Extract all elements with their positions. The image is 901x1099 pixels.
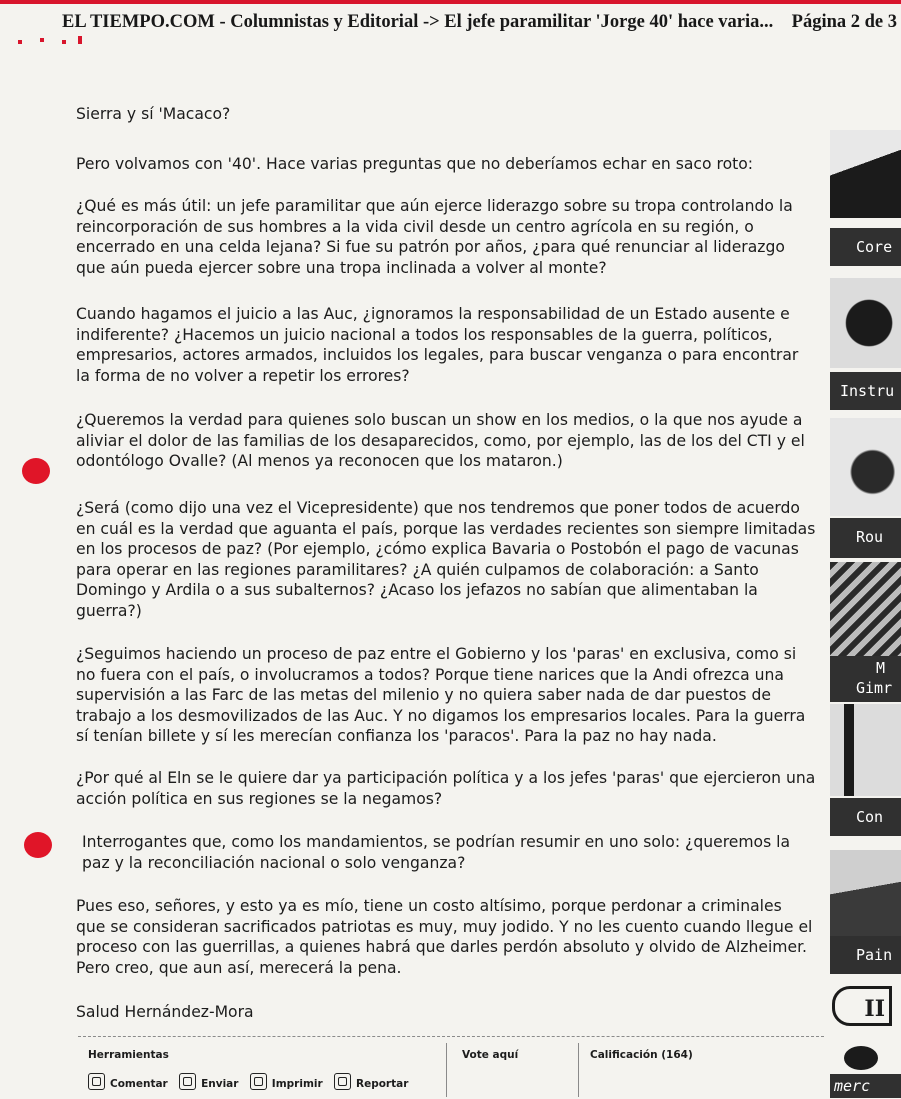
print-label: Imprimir <box>271 1078 323 1090</box>
ad-label[interactable]: Pain <box>830 936 901 974</box>
red-marker-dot <box>22 458 50 484</box>
report-icon <box>334 1073 351 1090</box>
print-button[interactable] <box>250 1073 323 1090</box>
report-button[interactable] <box>334 1073 408 1090</box>
paragraph: ¿Qué es más útil: un jefe paramilitar que aún ejerce liderazgo sobre su tropa controlando la reincorporación de sus hombres a la vida civil desde un centro agrícola en su región, o encerrado en una celda lejana? Si fue su patrón por años, ¿para qué renunciar al liderazgo que aún pueda ejercer sobre una tropa inclinada a volver al monte? <box>76 197 793 277</box>
ad-label[interactable]: M <box>830 656 901 680</box>
tool-links <box>88 1073 416 1093</box>
send-icon <box>179 1073 196 1090</box>
ad-image[interactable] <box>830 704 901 796</box>
red-marker-dot <box>24 832 52 858</box>
print-icon <box>250 1073 267 1090</box>
ad-image[interactable] <box>830 418 901 516</box>
rating-label: Calificación (164) <box>590 1049 693 1061</box>
comment-icon <box>88 1073 105 1090</box>
paragraph: ¿Por qué al Eln se le quiere dar ya participación política y a los jefes 'paras' que ejercieron una acción política en sus regiones se la negamos? <box>76 769 816 808</box>
ad-image[interactable] <box>830 562 901 656</box>
header-title: EL TIEMPO.COM - Columnistas y Editorial -> El jefe paramilitar 'Jorge 40' hace varia... <box>62 12 774 32</box>
ad-image[interactable] <box>830 850 901 936</box>
tools-title: Herramientas <box>88 1049 169 1061</box>
vote-label[interactable]: Vote aquí <box>462 1049 519 1061</box>
report-label: Reportar <box>356 1078 409 1090</box>
divider <box>578 1043 579 1097</box>
ad-label[interactable]: Core <box>830 228 901 266</box>
swirl-icon <box>844 1046 878 1070</box>
paragraph: Pues eso, señores, y esto ya es mío, tiene un costo altísimo, porque perdonar a criminales que se consideran sacrificados patriotas es muy, muy jodido. Y no les cuento cuando llegue el proceso con las guerrillas, a quienes habrá que darles perdón absoluto y olvido de Alzheimer. Pero creo, que aun así, merecerá la pena. <box>76 897 813 977</box>
page-header <box>62 12 897 38</box>
ad-badge[interactable]: II <box>832 986 892 1026</box>
tools-bar <box>78 1036 824 1099</box>
comment-label: Comentar <box>110 1078 168 1090</box>
top-red-rule <box>0 0 901 4</box>
send-label: Enviar <box>201 1078 239 1090</box>
ad-label[interactable]: Rou <box>830 518 901 558</box>
paragraph: ¿Seguimos haciendo un proceso de paz entre el Gobierno y los 'paras' en exclusiva, como si no fuera con el país, o involucramos a todos? Porque tiene narices que la Andi ofrezca una supervisión a las Farc de las metas del milenio y no quiera saber nada de dar puestos de trabajo a los desmovilizados de las Auc. Y no digamos los empresarios locales. Para la guerra sí tenían billete y sí les merecían confianza los 'paracos'. Para la paz no hay nada. <box>76 645 806 745</box>
author-signature: Salud Hernández-Mora <box>76 1003 254 1021</box>
page-number: Página 2 de 3 <box>791 12 897 32</box>
paragraph: Sierra y sí 'Macaco? <box>76 105 231 123</box>
ad-label[interactable]: Con <box>830 798 901 836</box>
ad-image[interactable] <box>830 278 901 368</box>
send-button[interactable] <box>179 1073 238 1090</box>
ad-label[interactable]: merc <box>830 1074 901 1098</box>
paragraph: ¿Queremos la verdad para quienes solo buscan un show en los medios, o la que nos ayude a aliviar el dolor de las familias de los desaparecidos, como, por ejemplo, las de los del CTI y el odontólogo Ovalle? (Al menos ya reconocen que los mataron.) <box>76 411 805 470</box>
ad-image[interactable] <box>830 130 901 218</box>
paragraph: Interrogantes que, como los mandamientos, se podrían resumir en uno solo: ¿queremos la paz y la reconciliación nacional o solo venganza? <box>82 833 791 872</box>
ad-label[interactable]: Instru <box>830 372 901 410</box>
paragraph: Cuando hagamos el juicio a las Auc, ¿ignoramos la responsabilidad de un Estado ausente e indiferente? ¿Hacemos un juicio nacional a todos los responsables de la guerra, políticos, empresarios, actores armados, incluidos los legales, para buscar venganza o para encontrar la forma de no volver a repetir los errores? <box>76 305 799 385</box>
divider <box>446 1043 447 1097</box>
ad-label[interactable]: Gimr <box>830 678 901 702</box>
paragraph: Pero volvamos con '40'. Hace varias preguntas que no deberíamos echar en saco roto: <box>76 155 754 173</box>
paragraph: ¿Será (como dijo una vez el Vicepresidente) que nos tendremos que poner todos de acuerdo en cuál es la verdad que aguanta el país, porque las verdades recientes son siempre limitadas en los procesos de paz? (Por ejemplo, ¿cómo explica Bavaria o Postobón el pago de vacunas para operar en las regiones paramilitares? ¿A quién culpamos de colaboración: a Santo Domingo y Ardila o a sus subalternos? ¿Acaso los jefazos no sabían que alimentaban la guerra?) <box>76 499 816 620</box>
comment-button[interactable] <box>88 1073 168 1090</box>
ad-sidebar <box>822 120 901 1098</box>
